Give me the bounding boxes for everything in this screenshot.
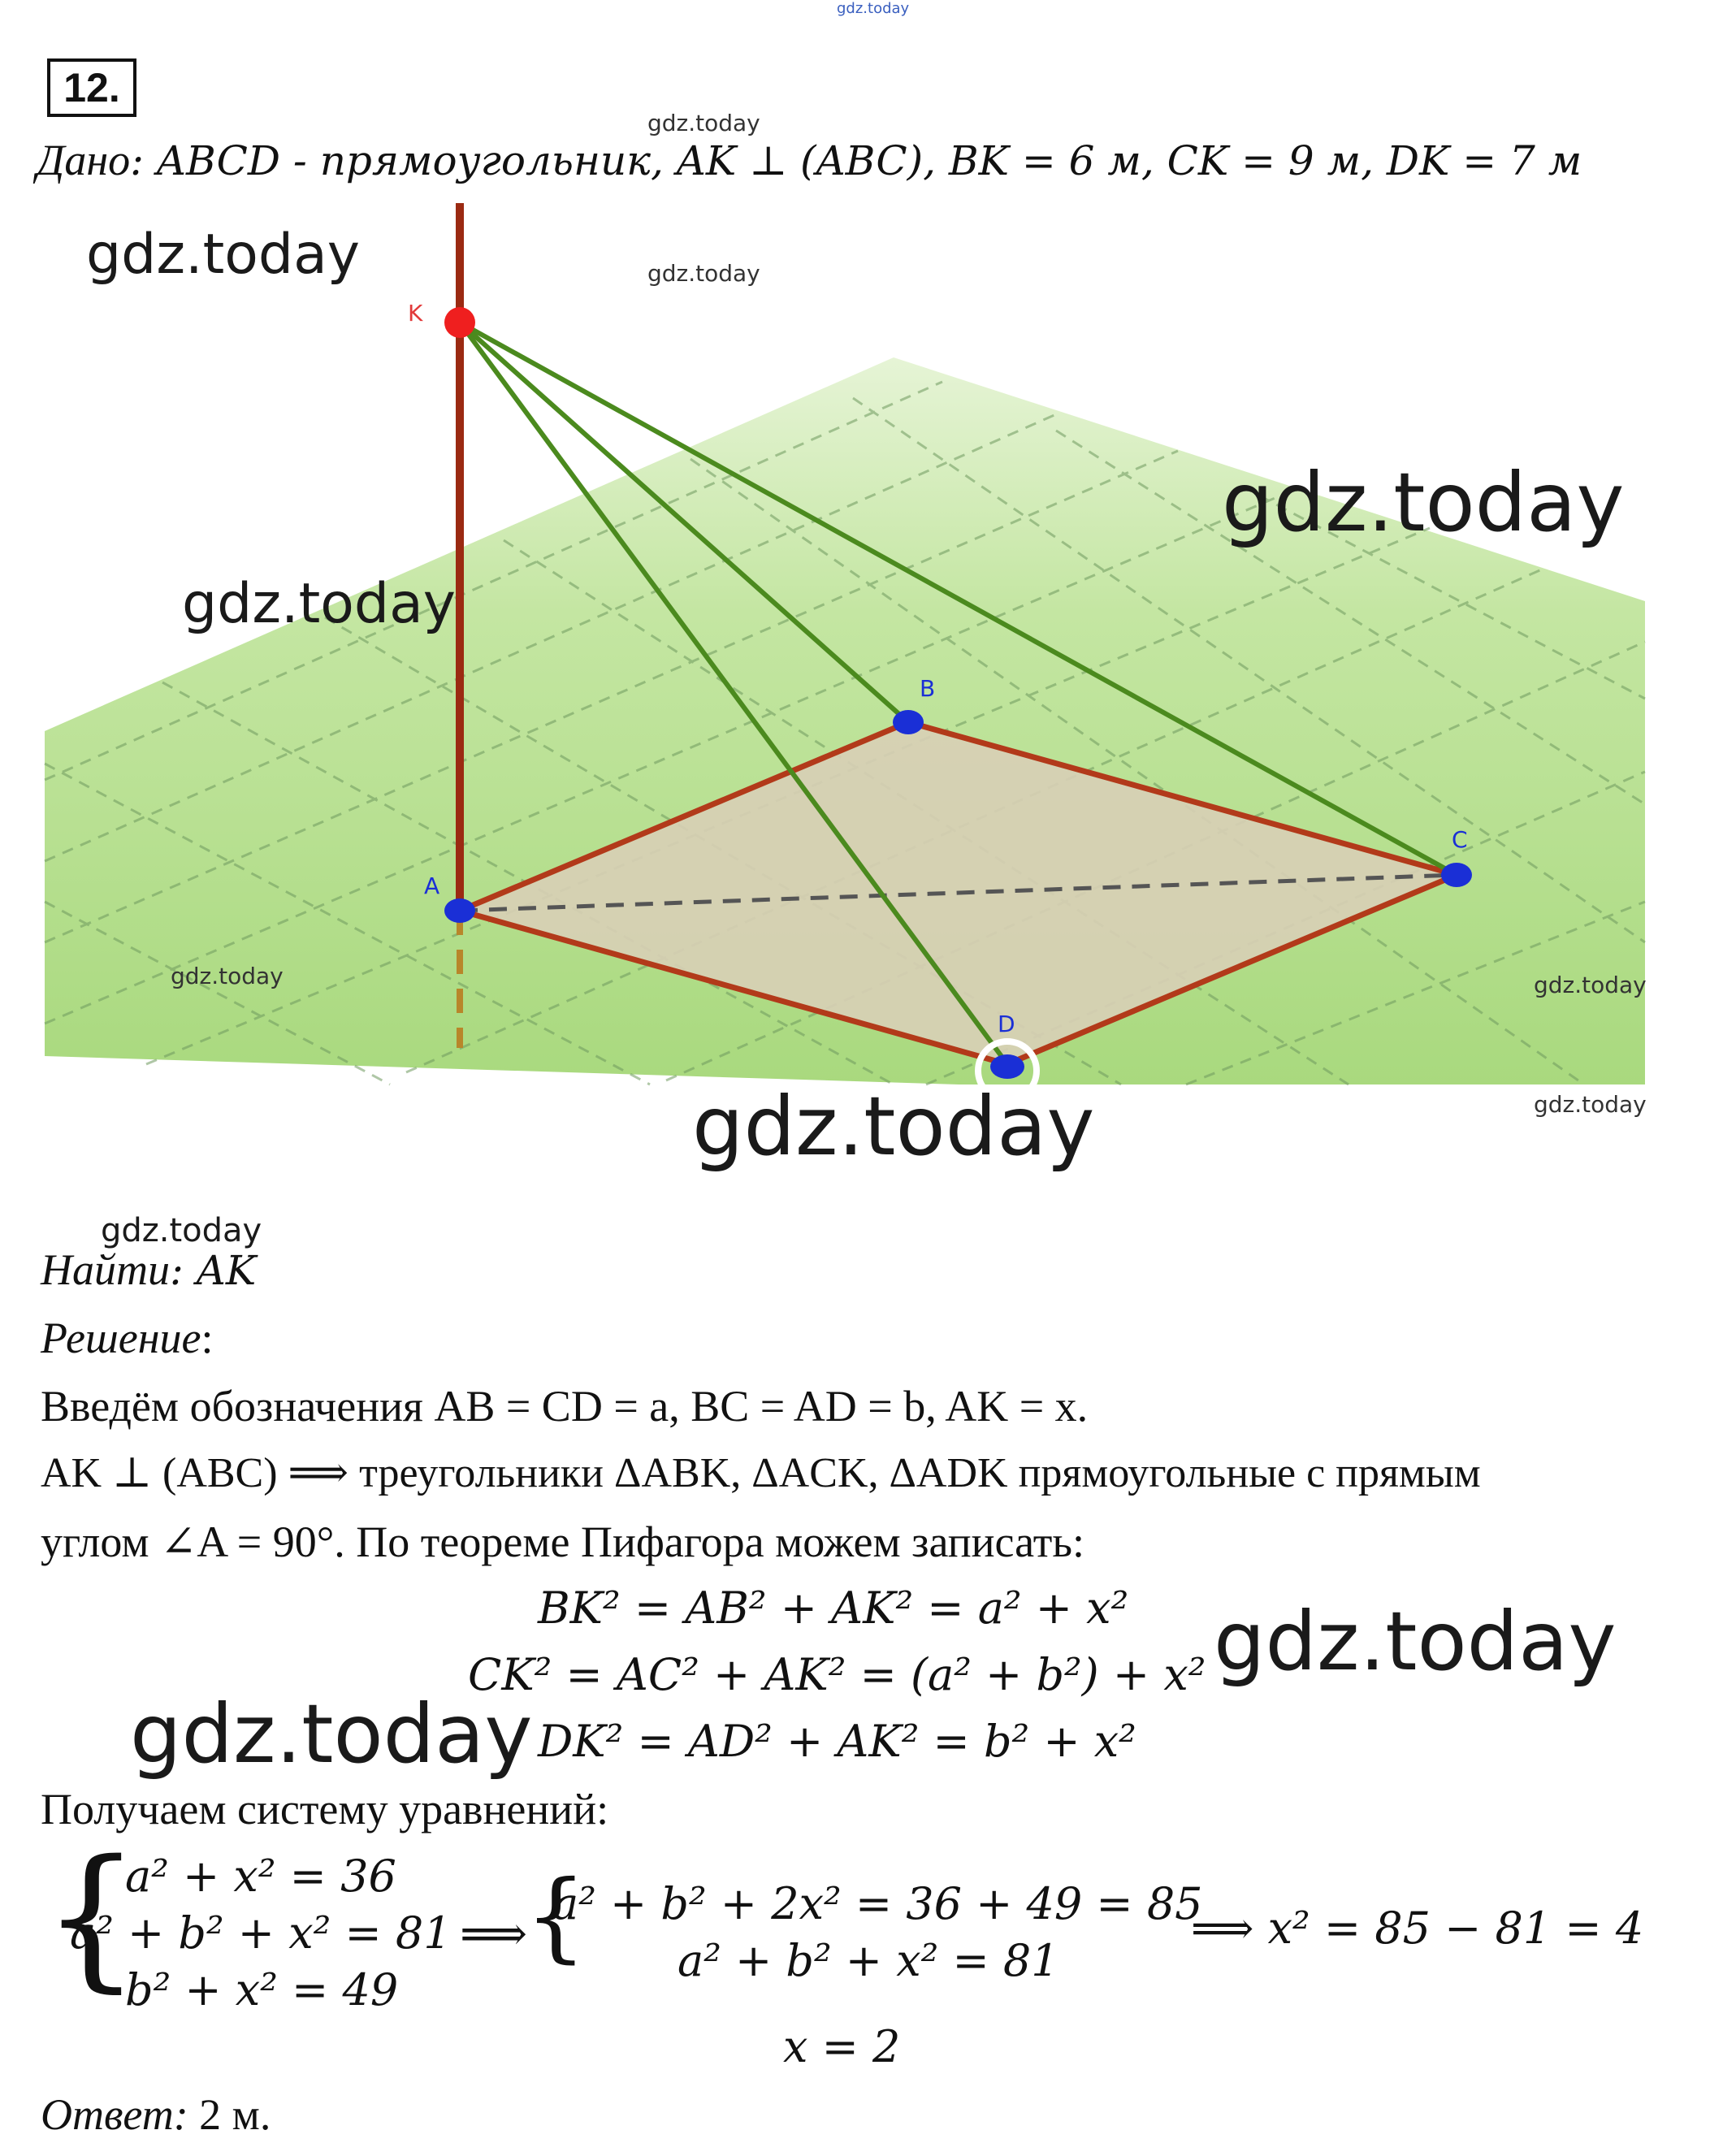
solution-label-line — [41, 1313, 214, 1363]
watermark: gdz.today — [837, 0, 910, 17]
given-text: : ABCD - прямоугольник, AK ⊥ (ABC), BK = 6 м, CK = 9 м, DK = 7 м — [130, 137, 1582, 184]
solution-label-colon: : — [201, 1314, 214, 1362]
find-label: Найти — [41, 1245, 170, 1294]
watermark: gdz.today — [1534, 1091, 1647, 1118]
equation-bk: BK² = AB² + AK² = a² + x² — [538, 1582, 1129, 1634]
watermark: gdz.today — [101, 1212, 262, 1249]
watermark: gdz.today — [647, 110, 760, 136]
system-2-eq-2: a² + b² + x² = 81 — [678, 1935, 1059, 1986]
problem-number: 12. — [47, 58, 136, 117]
label-c: C — [1452, 826, 1468, 853]
given-label: Дано — [37, 136, 131, 184]
system-1-brace: { — [42, 1827, 141, 2007]
label-b: B — [920, 675, 936, 702]
equation-ck: CK² = AC² + AK² = (a² + b²) + x² — [468, 1649, 1206, 1700]
solution-line-2: AK ⊥ (ABC) ⟹ треугольники ΔABK, ΔACK, ΔADK прямоугольные с прямым — [41, 1450, 1481, 1496]
solution-label: Решение — [41, 1314, 201, 1362]
system-2-eq-1: a² + b² + 2x² = 36 + 49 = 85 — [552, 1878, 1203, 1929]
point-k — [444, 307, 475, 338]
result-equation: ⟹ x² = 85 − 81 = 4 — [1191, 1903, 1644, 1954]
label-a: A — [424, 872, 440, 899]
watermark: gdz.today — [182, 572, 456, 636]
find-line — [41, 1245, 256, 1295]
answer-label: Ответ: — [41, 2090, 188, 2139]
watermark: gdz.today — [692, 1079, 1095, 1174]
watermark: gdz.today — [171, 963, 284, 989]
find-text: : AK — [170, 1247, 257, 1294]
watermark: gdz.today — [1534, 972, 1647, 998]
system-1-eq-3: b² + x² = 49 — [125, 1964, 399, 2015]
label-k: K — [408, 300, 423, 327]
implies-arrow: ⟹ — [460, 1906, 528, 1961]
watermark: gdz.today — [647, 260, 760, 287]
watermark: gdz.today — [86, 223, 360, 287]
watermark: gdz.today — [1222, 455, 1625, 550]
watermark: gdz.today — [130, 1686, 533, 1782]
answer-line — [41, 2089, 271, 2140]
watermark: gdz.today — [1214, 1594, 1617, 1689]
point-b — [893, 710, 924, 734]
answer-text: 2 м. — [188, 2090, 271, 2139]
point-d — [990, 1054, 1024, 1079]
system-intro: Получаем систему уравнений: — [41, 1785, 609, 1833]
system-2-brace: { — [525, 1860, 587, 1973]
point-c — [1441, 863, 1472, 887]
point-a — [444, 898, 475, 923]
system-1-eq-1: a² + x² = 36 — [125, 1851, 396, 1902]
x-value: x = 2 — [783, 2021, 901, 2072]
equation-dk: DK² = AD² + AK² = b² + x² — [538, 1716, 1136, 1767]
system-1-eq-2: a² + b² + x² = 81 — [70, 1907, 452, 1959]
solution-line-3: углом ∠A = 90°. По теореме Пифагора можем записать: — [41, 1517, 1084, 1566]
solution-line-1: Введём обозначения AB = CD = a, BC = AD = b, AK = x. — [41, 1382, 1089, 1431]
label-d: D — [998, 1011, 1015, 1037]
